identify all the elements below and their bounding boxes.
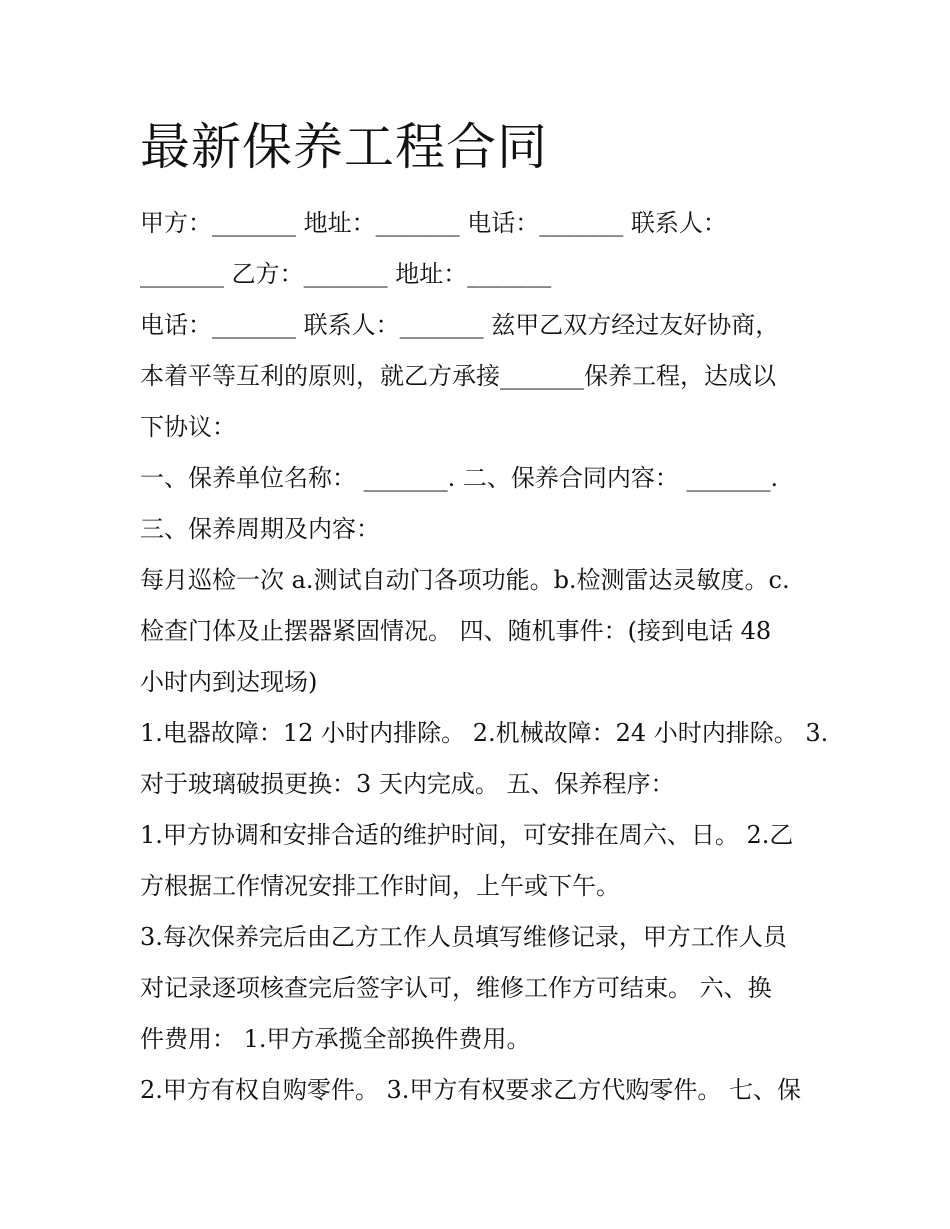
document-title: 最新保养工程合同 — [140, 118, 548, 176]
body-line: 1.甲方协调和安排合适的维护时间，可安排在周六、日。 2.乙 — [140, 821, 794, 849]
body-line: 件费用： 1.甲方承揽全部换件费用。 — [140, 1025, 531, 1053]
body-line: 电话：_______ 联系人：_______ 兹甲乙双方经过友好协商， — [140, 311, 780, 339]
body-line: 方根据工作情况安排工作时间，上午或下午。 — [140, 872, 620, 900]
body-line: 甲方：_______ 地址：_______ 电话：_______ 联系人： — [140, 209, 727, 237]
body-line: 对于玻璃破损更换：3 天内完成。 五、保养程序： — [140, 770, 675, 798]
body-line: 下协议： — [140, 413, 236, 441]
body-line: 2.甲方有权自购零件。 3.甲方有权要求乙方代购零件。 七、保 — [140, 1076, 802, 1104]
body-line: 检查门体及止摆器紧固情况。 四、随机事件：(接到电话 48 — [140, 617, 772, 645]
body-line: 一、保养单位名称： _______. 二、保养合同内容： _______. — [140, 464, 779, 492]
body-line: 每月巡检一次 a.测试自动门各项功能。b.检测雷达灵敏度。c. — [140, 566, 790, 594]
body-line: 3.每次保养完后由乙方工作人员填写维修记录，甲方工作人员 — [140, 923, 787, 951]
body-line: 本着平等互利的原则，就乙方承接_______保养工程，达成以 — [140, 362, 776, 390]
document-body — [140, 198, 840, 1116]
body-line: _______ 乙方：_______ 地址：_______ — [140, 260, 552, 288]
body-line: 1.电器故障：12 小时内排除。 2.机械故障：24 小时内排除。 3. — [140, 719, 829, 747]
body-line: 对记录逐项核查完后签字认可，维修工作方可结束。 六、换 — [140, 974, 772, 1002]
body-line: 小时内到达现场) — [140, 668, 318, 696]
body-line: 三、保养周期及内容： — [140, 515, 380, 543]
